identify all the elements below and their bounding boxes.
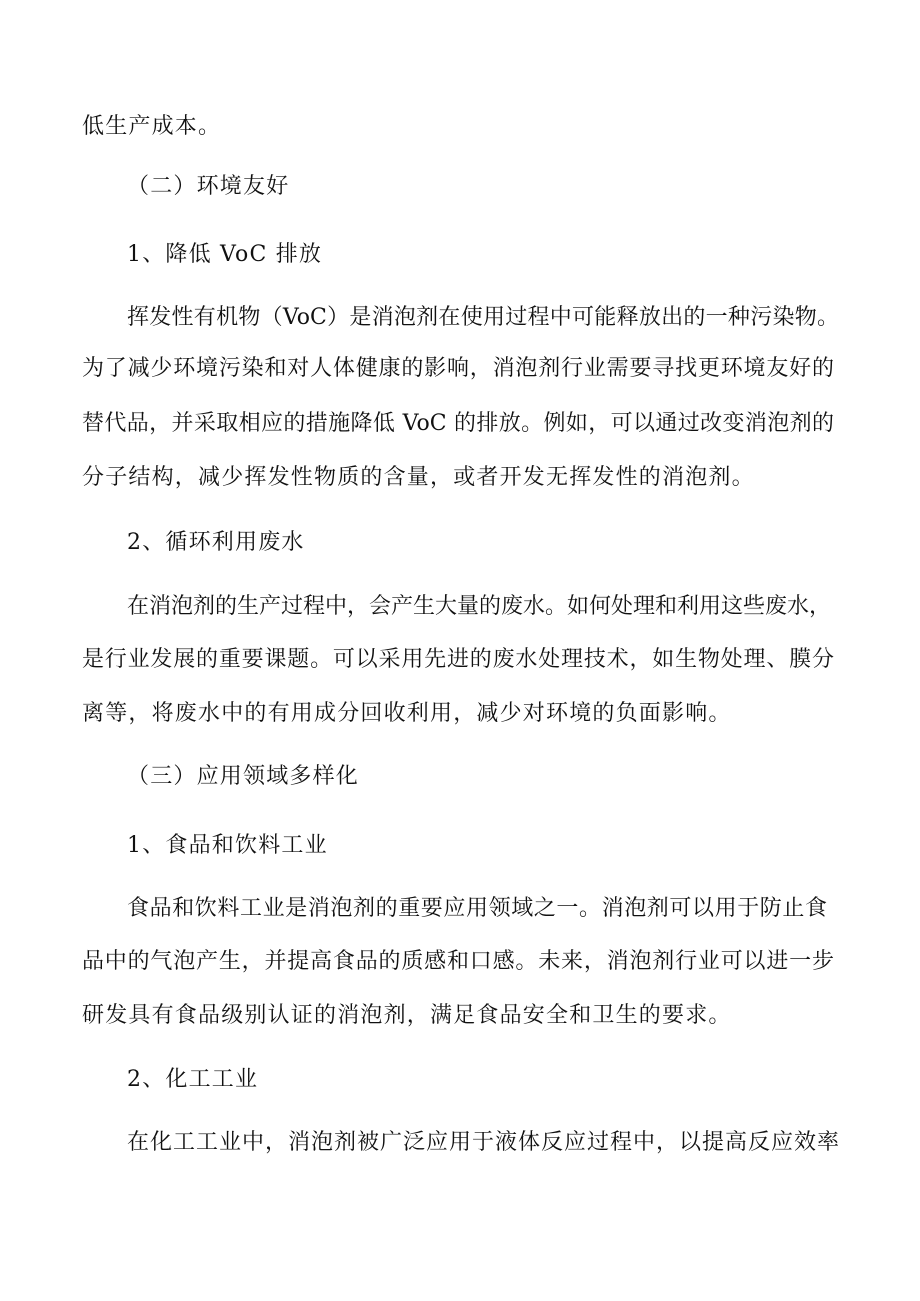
paragraph-voc-line-1: 挥发性有机物（VoC）是消泡剂在使用过程中可能释放出的一种污染物。 bbox=[127, 305, 839, 330]
paragraph-chemical-line-1: 在化工工业中，消泡剂被广泛应用于液体反应过程中，以提高反应效率 bbox=[127, 1130, 839, 1155]
paragraph-voc-line-4: 分子结构，减少挥发性物质的含量，或者开发无挥发性的消泡剂。 bbox=[82, 465, 755, 490]
paragraph-wastewater-line-3: 离等，将废水中的有用成分回收利用，减少对环境的负面影响。 bbox=[82, 701, 732, 726]
paragraph-voc-line-3: 替代品，并采取相应的措施降低 VoC 的排放。例如，可以通过改变消泡剂的 bbox=[82, 411, 834, 436]
paragraph-wastewater-line-2: 是行业发展的重要课题。可以采用先进的废水处理技术，如生物处理、膜分 bbox=[82, 647, 834, 672]
paragraph-food-line-3: 研发具有食品级别认证的消泡剂，满足食品安全和卫生的要求。 bbox=[82, 1003, 732, 1028]
section-heading-environment: （二）环境友好 bbox=[127, 174, 290, 199]
subheading-chemical-industry: 2、化工工业 bbox=[127, 1067, 259, 1092]
section-heading-applications: （三）应用领域多样化 bbox=[127, 764, 360, 789]
subheading-reduce-voc: 1、降低 VoC 排放 bbox=[127, 242, 323, 267]
paragraph-voc-line-2: 为了减少环境污染和对人体健康的影响，消泡剂行业需要寻找更环境友好的 bbox=[82, 356, 834, 381]
paragraph-wastewater-line-1: 在消泡剂的生产过程中，会产生大量的废水。如何处理和利用这些废水， bbox=[127, 594, 832, 619]
paragraph-continuation: 低生产成本。 bbox=[82, 114, 222, 139]
subheading-food-beverage: 1、食品和饮料工业 bbox=[127, 833, 328, 858]
subheading-recycle-wastewater: 2、循环利用废水 bbox=[127, 530, 305, 555]
paragraph-food-line-2: 品中的气泡产生，并提高食品的质感和口感。未来，消泡剂行业可以进一步 bbox=[82, 949, 834, 974]
paragraph-food-line-1: 食品和饮料工业是消泡剂的重要应用领域之一。消泡剂可以用于防止食 bbox=[127, 896, 827, 921]
